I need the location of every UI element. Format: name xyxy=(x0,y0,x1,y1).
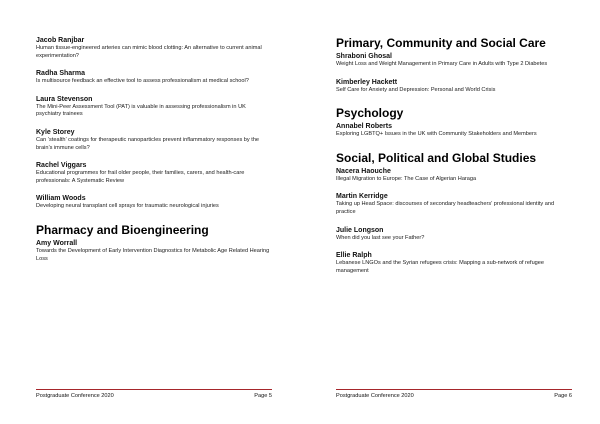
entry xyxy=(36,194,272,211)
author-name: William Woods xyxy=(36,195,86,203)
author-name: Radha Sharma xyxy=(36,70,86,78)
paper-title: Is multisource feedback an effective tool to assess professionalism at medical school? xyxy=(36,78,249,85)
paper-title: Human tissue-engineered arteries can mimic blood clotting: An alternative to current animal experimentation? xyxy=(36,45,262,59)
author-name: Shraboni Ghosal xyxy=(336,53,393,60)
entry xyxy=(336,122,572,139)
paper-title: Educational programmes for frail older people, their families, carers, and health-care professionals: A Systematic Review xyxy=(36,170,245,184)
page-footer xyxy=(336,389,572,399)
paper-title: Towards the Development of Early Intervention Diagnostics for Metabolic Age Related Hearing Loss xyxy=(36,247,270,262)
entry xyxy=(36,239,272,263)
entry xyxy=(336,251,572,275)
entry xyxy=(336,78,572,95)
paper-title: Self Care for Anxiety and Depression: Personal and World Crisis xyxy=(336,86,496,93)
paper-title: Illegal Migration to Europe: The Case of Algerian Haraga xyxy=(336,175,477,182)
page-footer xyxy=(36,389,272,399)
author-name: Nacera Haouche xyxy=(336,167,391,175)
author-name: Jacob Ranjbar xyxy=(36,37,85,44)
entry xyxy=(36,36,272,60)
author-name: Julie Longson xyxy=(336,226,384,234)
paper-title: Exploring LGBTQ+ Issues in the UK with Community Stakeholders and Members xyxy=(336,131,537,138)
author-name: Ellie Ralph xyxy=(336,252,372,260)
footer-conference: Postgraduate Conference 2020 xyxy=(336,393,414,399)
author-name: Annabel Roberts xyxy=(336,123,393,131)
section-heading: Primary, Community and Social Care xyxy=(336,36,546,50)
section-heading: Social, Political and Global Studies xyxy=(336,150,537,165)
paper-title: Developing neural transplant cell sprays for traumatic neurological injuries xyxy=(36,203,219,210)
entry xyxy=(336,226,572,243)
section-heading: Psychology xyxy=(336,106,404,121)
entry xyxy=(336,192,572,216)
paper-title: The Mini-Peer Assessment Tool (PAT) is valuable in assessing professionalism in UK psychiatry trainees xyxy=(36,103,246,118)
author-name: Kimberley Hackett xyxy=(336,78,398,86)
footer-conference: Postgraduate Conference 2020 xyxy=(36,393,114,399)
entry xyxy=(36,95,272,119)
author-name: Amy Worrall xyxy=(36,239,78,247)
author-name: Rachel Viggars xyxy=(36,162,87,170)
paper-title: Lebanese LNGOs and the Syrian refugees crisis: Mapping a sub-network of refugee management xyxy=(336,260,545,274)
page-right xyxy=(300,0,600,424)
section-heading: Pharmacy and Bioengineering xyxy=(36,222,209,237)
entry xyxy=(336,52,572,69)
author-name: Laura Stevenson xyxy=(36,95,93,103)
paper-title: Taking up Head Space: discourses of secondary headteachers’ professional identity and practice xyxy=(336,201,555,215)
footer-page-number: Page 5 xyxy=(254,393,272,399)
entry xyxy=(36,128,272,152)
entry xyxy=(336,167,572,184)
entry xyxy=(36,69,272,86)
paper-title: When did you last see your Father? xyxy=(336,234,425,241)
author-name: Martin Kerridge xyxy=(336,193,388,201)
paper-title: Weight Loss and Weight Management in Primary Care in Adults with Type 2 Diabetes xyxy=(336,61,548,67)
paper-title: Can ‘stealth’ coatings for therapeutic nanoparticles prevent inflammatory responses by the brain’s immune cells? xyxy=(36,136,260,151)
author-name: Kyle Storey xyxy=(36,128,75,136)
entry xyxy=(36,161,272,185)
footer-page-number: Page 6 xyxy=(554,393,572,399)
